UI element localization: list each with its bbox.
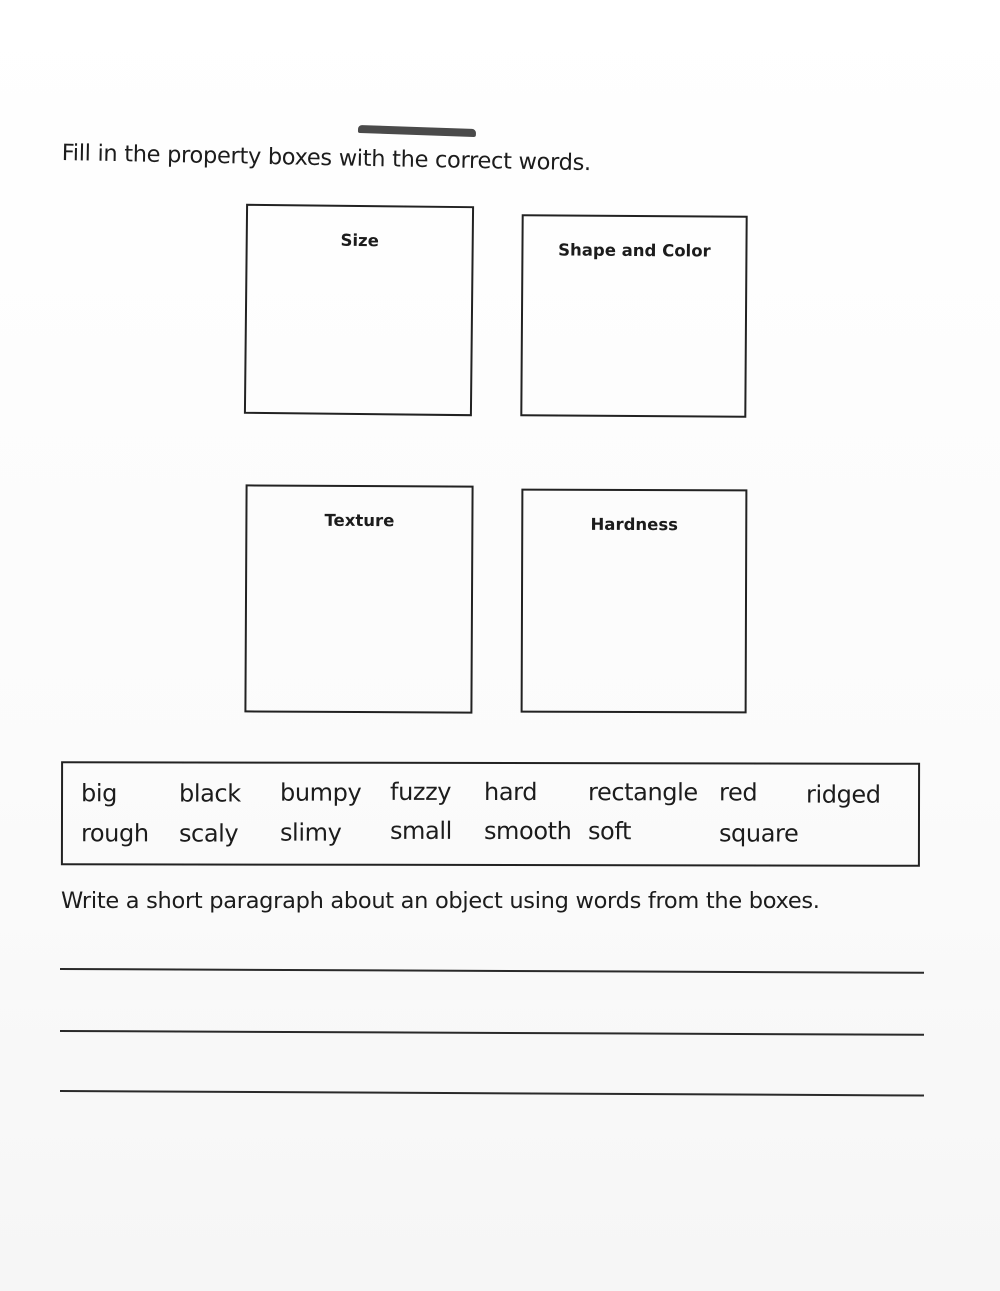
writing-line[interactable] [60, 1090, 924, 1097]
word-bank-word: red [719, 778, 758, 807]
hardness-box[interactable] [521, 489, 748, 714]
word-bank-word: rough [80, 819, 149, 848]
word-bank-word: rectangle [588, 778, 698, 807]
word-bank-word: bumpy [280, 778, 362, 807]
shape-and-color-box-title: Shape and Color [558, 240, 711, 261]
hardness-box-title: Hardness [590, 514, 679, 535]
word-bank-word: ridged [806, 780, 881, 809]
shape-and-color-box[interactable] [520, 214, 747, 418]
instruction-text: Fill in the property boxes with the correct words. [61, 140, 592, 177]
writing-line[interactable] [60, 968, 924, 974]
size-box-title: Size [340, 230, 379, 251]
texture-box-title: Texture [324, 510, 395, 531]
texture-box[interactable] [244, 484, 473, 713]
word-bank-word: small [389, 816, 452, 845]
writing-line[interactable] [60, 1030, 924, 1036]
size-box[interactable] [244, 204, 474, 416]
top-edge-mark [358, 125, 476, 137]
word-bank-word: hard [484, 777, 538, 807]
word-bank-word: square [718, 819, 799, 848]
word-bank-word: fuzzy [390, 777, 452, 806]
word-bank-word: smooth [483, 816, 572, 846]
word-bank-word: soft [587, 817, 632, 846]
word-bank-word: black [179, 779, 241, 808]
paragraph-prompt: Write a short paragraph about an object using words from the boxes. [61, 888, 820, 914]
word-bank-word: scaly [178, 819, 239, 848]
word-bank [61, 761, 920, 866]
word-bank-word: slimy [279, 818, 342, 847]
word-bank-word: big [81, 779, 117, 808]
